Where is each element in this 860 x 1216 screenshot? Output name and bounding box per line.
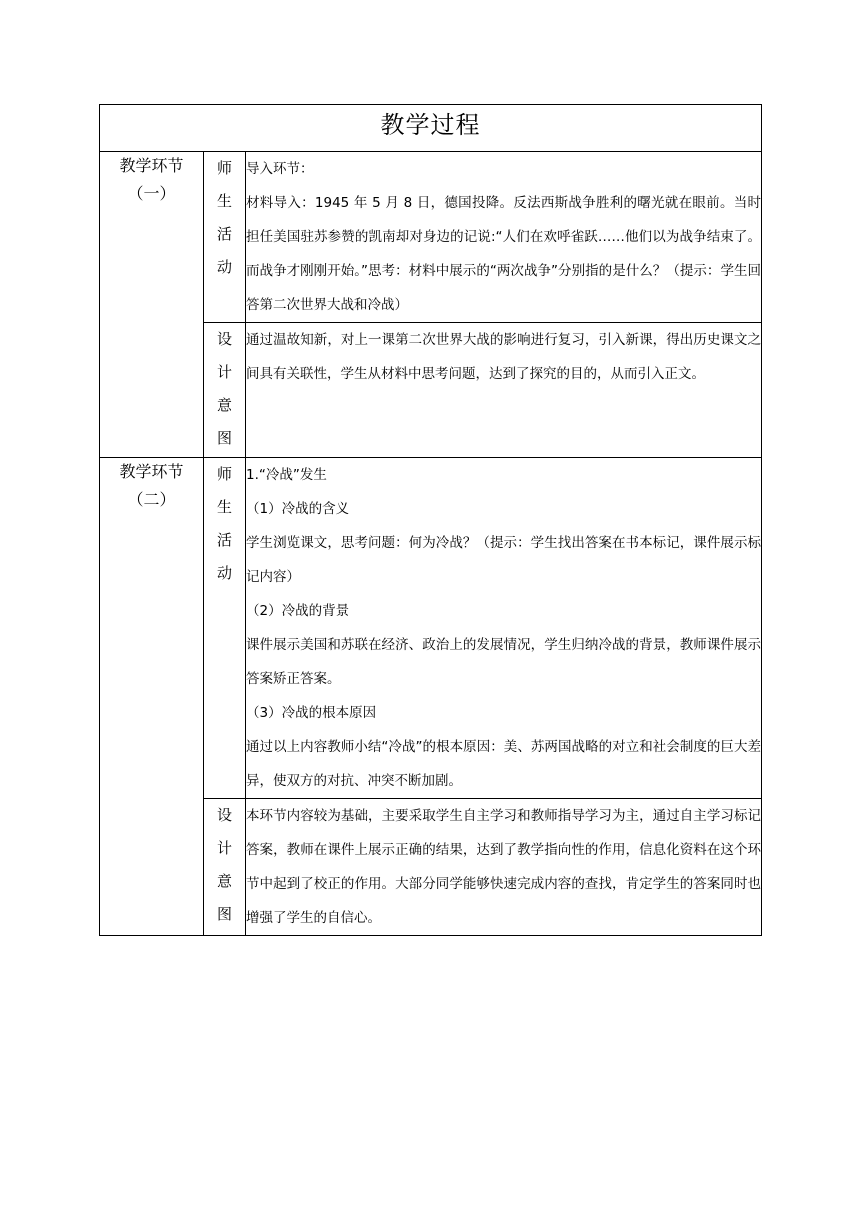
section-2-design-text: 本环节内容较为基础，主要采取学生自主学习和教师指导学习为主，通过自主学习标记答案，教师在课件上展示正确的结果，达到了教学指向性的作用，信息化资料在这个环节中起到了校正的作用。大部分同学能够快速完成内容的查找，肯定学生的答案同时也增强了学生的自信心。 <box>246 808 762 926</box>
section-1-stage-name: 教学环节 <box>119 156 184 175</box>
section-1-activity-content <box>246 152 762 323</box>
section-1-activity-label: 师 生 活 动 <box>204 152 246 323</box>
section-2-activity-row <box>100 458 762 799</box>
section-1-design-label: 设 计 意 图 <box>204 323 246 458</box>
section-1-stage <box>100 152 204 458</box>
section-2-activity-line: （3）冷战的根本原因 <box>246 705 377 721</box>
section-1-activity-row <box>100 152 762 323</box>
section-2-stage <box>100 458 204 936</box>
lesson-plan-table <box>99 104 762 936</box>
section-2-activity-label: 师 生 活 动 <box>204 458 246 799</box>
section-1-design-text: 通过温故知新，对上一课第二次世界大战的影响进行复习，引入新课，得出历史课文之间具有关联性，学生从材料中思考问题，达到了探究的目的，从而引入正文。 <box>246 332 762 382</box>
section-2-design-content <box>246 799 762 936</box>
section-2-activity-line: （1）冷战的含义 <box>246 501 350 517</box>
section-2-activity-line: 通过以上内容教师小结“冷战”的根本原因：美、苏两国战略的对立和社会制度的巨大差异，使双方的对抗、冲突不断加剧。 <box>246 739 762 789</box>
section-1-stage-num: （一） <box>127 184 176 203</box>
section-1-design-content <box>246 323 762 458</box>
section-1-activity-line: 导入环节： <box>246 161 314 177</box>
section-2-activity-line: 1.“冷战”发生 <box>246 467 327 483</box>
section-2-activity-content <box>246 458 762 799</box>
section-2-activity-line: （2）冷战的背景 <box>246 603 350 619</box>
section-2-design-label: 设 计 意 图 <box>204 799 246 936</box>
table-title: 教学过程 <box>100 105 762 152</box>
section-2-activity-line: 课件展示美国和苏联在经济、政治上的发展情况，学生归纳冷战的背景，教师课件展示答案矫正答案。 <box>246 637 762 687</box>
section-2-stage-name: 教学环节 <box>119 462 184 481</box>
section-2-stage-num: （二） <box>127 490 176 509</box>
section-2-activity-line: 学生浏览课文，思考问题：何为冷战？（提示：学生找出答案在书本标记，课件展示标记内容） <box>246 535 762 585</box>
section-1-activity-line: 材料导入：1945 年 5 月 8 日，德国投降。反法西斯战争胜利的曙光就在眼前。当时担任美国驻苏参赞的凯南却对身边的记说:“人们在欢呼雀跃……他们以为战争结束了。而战争才刚刚开始。”思考：材料中展示的“两次战争”分别指的是什么？（提示：学生回答第二次世界大战和冷战） <box>246 195 762 313</box>
title-row <box>100 105 762 152</box>
